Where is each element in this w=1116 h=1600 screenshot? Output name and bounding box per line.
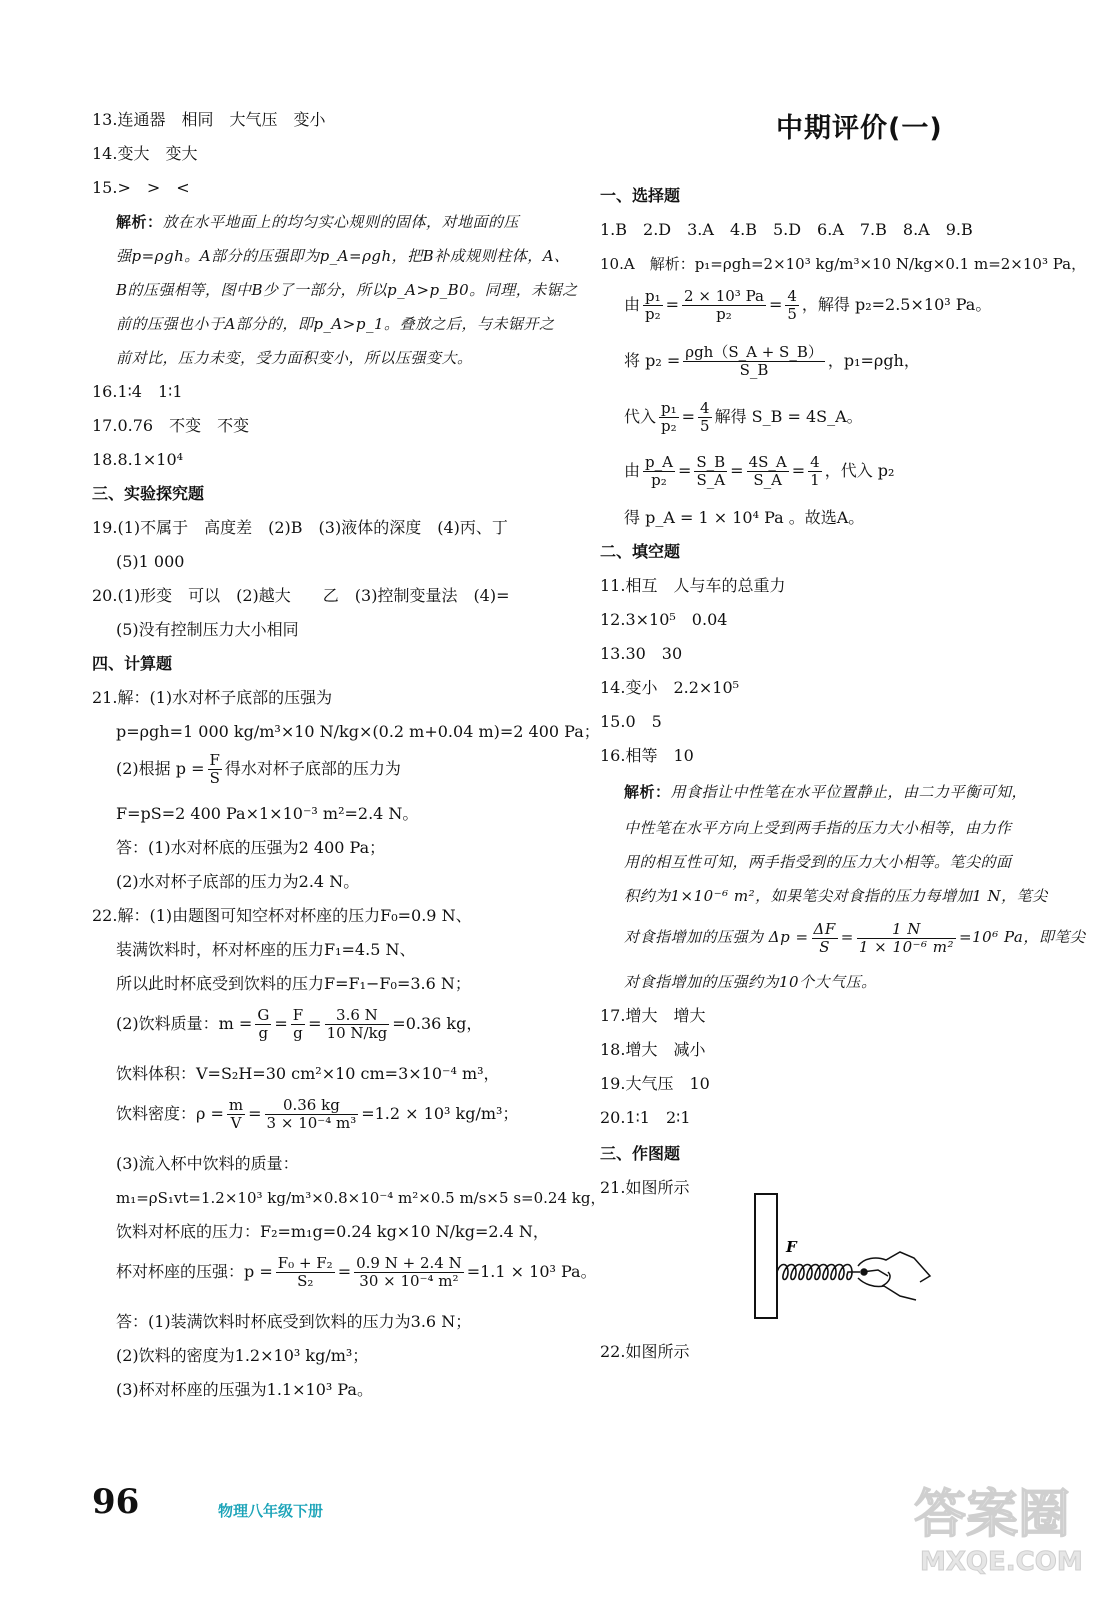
section-heading-experiment: 三、实验探究题 [92,484,205,503]
answer-10-line-4: 代入 $\frac{\text{p₁}}{\text{p₂}}$ = $\frac{4}{5}$ 解得 S_B = 4S_A。 [624,399,863,435]
explanation-15-line-2: 强p=ρgh。A部分的压强即为p_A=ρgh，把B补成规则柱体，A、 [116,247,570,265]
explanation-15-line-3: B的压强相等，图中B少了一部分，所以p_A>p_B0。同理，未锯之 [116,281,578,299]
answer-18: 18.8.1×10⁴ [92,450,184,469]
answer-14r: 14.变小 2.2×10⁵ [600,678,740,697]
answer-14: 14.变大 变大 [92,144,198,163]
svg-text:答案圈: 答案圈 [914,1485,1071,1545]
section-heading-fill: 二、填空题 [600,542,681,561]
answer-19-line-2: (5)1 000 [116,552,185,571]
answer-10-line-5: 由 $\frac{p\_A}{\text{p₂}}$ = $\frac{S\_B}{S\_A}$ = $\frac{4S\_A}{S\_A}$ = $\frac{4}{1}$ ，代入 p₂ [624,453,895,489]
answer-15: 15.> > < [92,178,190,197]
answer-22-line-7: (3)流入杯中饮料的质量： [116,1154,299,1173]
svg-text:MXQE.COM: MXQE.COM [920,1547,1083,1577]
watermark-logo [900,1470,1100,1580]
page-number: 96 [92,1482,140,1522]
answers-1-9: 1.B 2.D 3.A 4.B 5.D 6.A 7.B 8.A 9.B [600,220,973,239]
book-subject: 物理八年级下册 [218,1502,324,1520]
answer-21-line-1: 21.解：(1)水对杯子底部的压强为 [92,688,333,707]
explanation-16-line-2: 中性笔在水平方向上受到两手指的压力大小相等，由力作 [624,819,1012,837]
answer-21-line-5: 答：(1)水对杯底的压强为2 400 Pa； [116,838,386,857]
answer-17: 17.0.76 不变 不变 [92,416,250,435]
answer-10-line-2: 由 $\frac{\text{p₁}}{\text{p₂}}$ = $\frac{\text{2 × 10³ Pa}}{\text{p₂}}$ = $\frac{4}{5}$ ，解得 p₂=2.5×10³ Pa。 [624,287,992,323]
answer-16: 16.1∶4 1∶1 [92,382,183,401]
answer-21r: 21.如图所示 [600,1178,690,1197]
answer-21-line-4: F=pS=2 400 Pa×1×10⁻³ m²=2.4 N。 [116,804,419,823]
answer-22r: 22.如图所示 [600,1342,690,1361]
answer-20r: 20.1∶1 2∶1 [600,1108,691,1127]
answer-10-line-3: 将 p₂ = $\frac{\text{ρgh（S\_A + S\_B）}}{S\_B}$ ，p₁=ρgh， [624,343,920,379]
answer-20-line-1: 20.(1)形变 可以 (2)越大 乙 (3)控制变量法 (4)= [92,586,510,605]
answer-10-line-6: 得 p_A = 1 × 10⁴ Pa 。故选A。 [624,508,865,527]
answer-22-line-1: 22.解：(1)由题图可知空杯对杯座的压力F₀=0.9 N、 [92,906,472,925]
fraction: $\frac{F}{S}$ [209,751,220,787]
section-heading-calculation: 四、计算题 [92,654,173,673]
answer-22-line-4: (2)饮料质量：m = $\frac{G}{g}$ = $\frac{F}{g}$ = $\frac{3.6 N}{10 N/kg}$ =0.36 kg， [116,1006,483,1042]
answer-22-line-6: 饮料密度：ρ = $\frac{m}{V}$ = $\frac{0.36 kg}{\text{3 × 10⁻⁴ m³}}$ =1.2 × 10³ kg/m³； [116,1096,519,1132]
answer-22-line-9: 饮料对杯底的压力：F₂=m₁g=0.24 kg×10 N/kg=2.4 N， [116,1222,549,1241]
answer-18r: 18.增大 减小 [600,1040,706,1059]
answer-22-line-5: 饮料体积：V=S₂H=30 cm²×10 cm=3×10⁻⁴ m³， [116,1064,500,1083]
answer-16r: 16.相等 10 [600,746,694,765]
explanation-15-line-4: 前的压强也小于A部分的，即p_A>p_1。叠放之后，与未锯开之 [116,315,555,333]
answer-22-line-11: 答：(1)装满饮料时杯底受到饮料的压力为3.6 N； [116,1312,472,1331]
spring-coil [777,1265,860,1280]
answer-10-line-1: 10.A 解析：p₁=ρgh=2×10³ kg/m³×10 N/kg×0.1 m=2×10³ Pa， [600,255,1087,273]
answer-22-line-3: 所以此时杯底受到饮料的压力F=F₁−F₀=3.6 N； [116,974,471,993]
answer-22-line-8: m₁=ρS₁vt=1.2×10³ kg/m³×0.8×10⁻⁴ m²×0.5 m/s×5 s=0.24 kg， [116,1189,606,1207]
answer-22-line-12: (2)饮料的密度为1.2×10³ kg/m³； [116,1346,369,1365]
answer-22-line-13: (3)杯对杯座的压强为1.1×10³ Pa。 [116,1380,373,1399]
answer-21-line-3: (2)根据 p = $\frac{F}{S}$ 得水对杯子底部的压力为 [116,751,401,787]
explanation-16-line-6: 对食指增加的压强约为10个大气压。 [624,973,877,991]
answer-15r: 15.0 5 [600,712,662,731]
answer-13: 13.连通器 相同 大气压 变小 [92,110,326,129]
answer-17r: 17.增大 增大 [600,1006,706,1025]
section-heading-drawing: 三、作图题 [600,1144,681,1163]
hand-drawing [858,1252,930,1300]
answer-22-line-2: 装满饮料时，杯对杯座的压力F₁=4.5 N、 [116,940,416,959]
wall-block [755,1194,777,1318]
answer-11: 11.相互 人与车的总重力 [600,576,786,595]
explanation-15-line-5: 前对比，压力未变，受力面积变小，所以压强变大。 [116,349,473,367]
answer-19-line-1: 19.(1)不属于 高度差 (2)B (3)液体的深度 (4)丙、丁 [92,518,508,537]
force-label: F [786,1238,797,1256]
explanation-16-line-1: 解析：用食指让中性笔在水平位置静止，由二力平衡可知， [624,783,1028,801]
explanation-15-line-1: 解析：放在水平地面上的均匀实心规则的固体，对地面的压 [116,213,520,231]
answer-21-line-6: (2)水对杯子底部的压力为2.4 N。 [116,872,360,891]
section-heading-choice: 一、选择题 [600,186,681,205]
explanation-16-line-4: 积约为1×10⁻⁶ m²，如果笔尖对食指的压力每增加1 N，笔尖 [624,887,1048,905]
explanation-16-line-5: 对食指增加的压强为 Δp = $\frac{\Delta F}{S}$ = $\frac{1 N}{\text{1 × 10⁻⁶ m²}}$ =10⁶ Pa，即笔尖 [624,919,1086,956]
spring-force-figure [750,1192,950,1322]
answer-12: 12.3×10⁵ 0.04 [600,610,728,629]
answer-21-line-2: p=ρgh=1 000 kg/m³×10 N/kg×(0.2 m+0.04 m)=2 400 Pa； [116,722,600,741]
answer-22-line-10: 杯对杯座的压强：p = $\frac{\text{F₀ + F₂}}{\text{S₂}}$ = $\frac{0.9 N + 2.4 N}{\text{30 × 10⁻⁴ m²}}$ =1.1 × 10³ Pa。 [116,1254,597,1290]
answer-19r: 19.大气压 10 [600,1074,710,1093]
answer-13r: 13.30 30 [600,644,683,663]
explanation-16-line-3: 用的相互性可知，两手指受到的压力大小相等。笔尖的面 [624,853,1012,871]
answer-20-line-2: (5)没有控制压力大小相同 [116,620,299,639]
page-title: 中期评价(一) [776,113,943,144]
